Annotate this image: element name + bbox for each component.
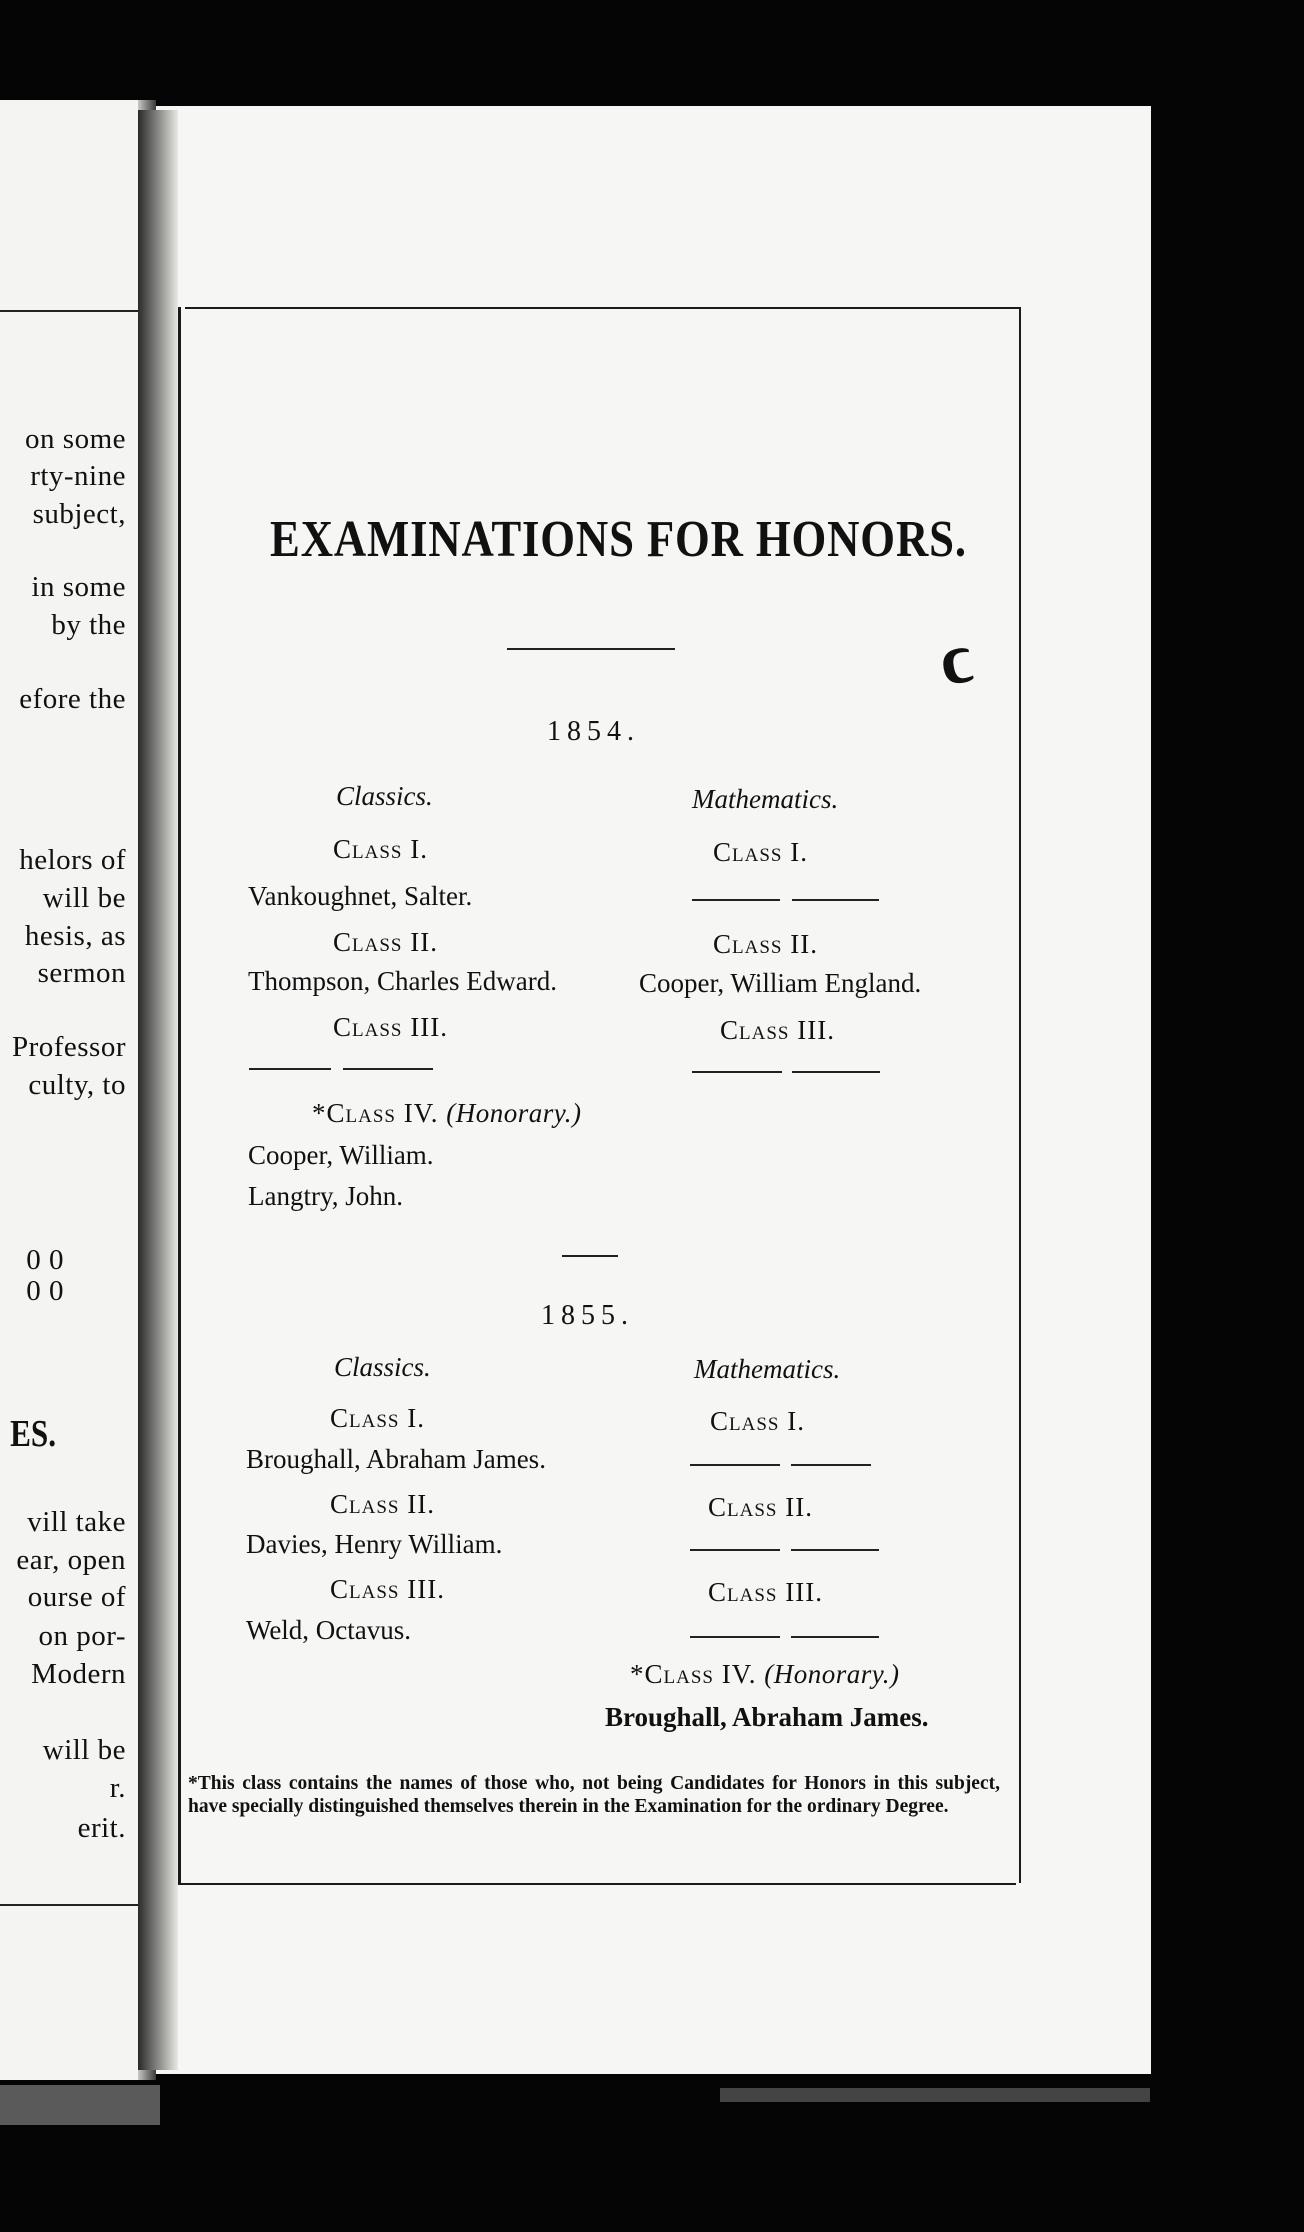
honorary-note: (Honorary.) — [446, 1098, 582, 1128]
left-line: 0 0 — [26, 1244, 64, 1276]
classics-class-2-1854: Class II. — [333, 927, 438, 957]
left-line: ear, open — [16, 1544, 126, 1576]
page-edge — [0, 2085, 160, 2125]
classics-class-1-1854: Class I. — [333, 834, 428, 864]
classics-class-3-1854: Class III. — [333, 1012, 448, 1042]
left-heading: ES. — [10, 1413, 56, 1455]
book-binding — [138, 110, 178, 2070]
classics-class-2-1855: Class II. — [330, 1489, 435, 1519]
mathematics-class-1-1855: Class I. — [710, 1406, 805, 1436]
mathematics-class-2-1855: Class II. — [708, 1492, 813, 1522]
year-1855-heading: 1855. — [541, 1300, 634, 1331]
mathematics-class-2-names-1854: Cooper, William England. — [639, 968, 922, 998]
mathematics-class-4-1855 — [630, 1659, 899, 1690]
mathematics-heading-1854: Mathematics. — [692, 784, 839, 814]
empty-class-dash — [791, 1636, 879, 1638]
empty-class-dash — [792, 899, 879, 901]
empty-class-dash — [690, 1464, 780, 1466]
left-line: erit. — [77, 1812, 126, 1844]
page-title: EXAMINATIONS FOR HONORS. — [270, 511, 967, 568]
left-line: sermon — [37, 957, 126, 989]
classics-heading-1855: Classics. — [334, 1352, 431, 1382]
left-line: subject, — [32, 498, 126, 530]
mathematics-class-3-1854: Class III. — [720, 1015, 835, 1045]
left-line: culty, to — [28, 1069, 126, 1101]
footnote: *This class contains the names of those who, not being Candidates for Honors in this subject, have specially distinguished themselves therein in the Examination for the ordinary Degree. — [188, 1773, 1000, 1817]
classics-class-1-names-1854: Vankoughnet, Salter. — [248, 881, 473, 911]
empty-class-dash — [690, 1549, 780, 1551]
left-line: on some — [25, 423, 126, 455]
title-divider — [507, 648, 675, 650]
left-line: Professor — [11, 1031, 126, 1063]
left-line: r. — [109, 1772, 126, 1804]
left-line: on por- — [38, 1620, 126, 1652]
empty-class-dash — [792, 1071, 880, 1073]
classics-class-1-1855: Class I. — [330, 1403, 425, 1433]
classics-heading-1854: Classics. — [336, 781, 433, 811]
classics-class-2-names-1854: Thompson, Charles Edward. — [248, 966, 557, 996]
classics-class-3-1855: Class III. — [330, 1574, 445, 1604]
left-line: in some — [31, 571, 126, 603]
mathematics-class-1-1854: Class I. — [713, 837, 808, 867]
year-1854-heading: 1854. — [547, 716, 640, 747]
class-4-label: *Class IV. — [630, 1659, 757, 1689]
left-line: by the — [51, 609, 126, 641]
left-line: 0 0 — [26, 1275, 64, 1307]
empty-class-dash — [249, 1068, 331, 1070]
bottom-rule — [178, 1883, 1016, 1885]
empty-class-dash — [692, 899, 780, 901]
classics-class-4-1854 — [312, 1098, 581, 1129]
left-line: efore the — [19, 683, 126, 715]
section-divider — [562, 1255, 618, 1257]
classics-class-4-name-1854: Langtry, John. — [248, 1181, 403, 1211]
page-edge — [720, 2088, 1150, 2102]
classics-class-3-names-1855: Weld, Octavus. — [246, 1615, 412, 1645]
empty-class-dash — [791, 1464, 871, 1466]
left-line: rty-nine — [30, 460, 126, 492]
empty-class-dash — [791, 1549, 879, 1551]
class-4-label: *Class IV. — [312, 1098, 439, 1128]
mathematics-class-3-1855: Class III. — [708, 1577, 823, 1607]
mathematics-heading-1855: Mathematics. — [694, 1354, 841, 1384]
classics-class-4-name-1854: Cooper, William. — [248, 1140, 434, 1170]
classics-class-1-names-1855: Broughall, Abraham James. — [246, 1444, 546, 1474]
left-line: helors of — [19, 844, 126, 876]
left-line: vill take — [27, 1506, 126, 1538]
mathematics-class-2-1854: Class II. — [713, 929, 818, 959]
classics-class-2-names-1855: Davies, Henry William. — [246, 1529, 503, 1559]
top-rule — [185, 307, 1019, 309]
left-line: hesis, as — [24, 920, 126, 952]
empty-class-dash — [343, 1068, 433, 1070]
empty-class-dash — [690, 1636, 780, 1638]
empty-class-dash — [692, 1071, 782, 1073]
stray-ink-mark: ↄ — [933, 616, 979, 702]
left-line: will be — [42, 882, 126, 914]
mathematics-class-4-name-1855: Broughall, Abraham James. — [605, 1702, 929, 1732]
left-line: ourse of — [27, 1581, 126, 1613]
left-line: Modern — [31, 1658, 126, 1690]
left-line: will be — [42, 1734, 126, 1766]
honorary-note: (Honorary.) — [764, 1659, 900, 1689]
